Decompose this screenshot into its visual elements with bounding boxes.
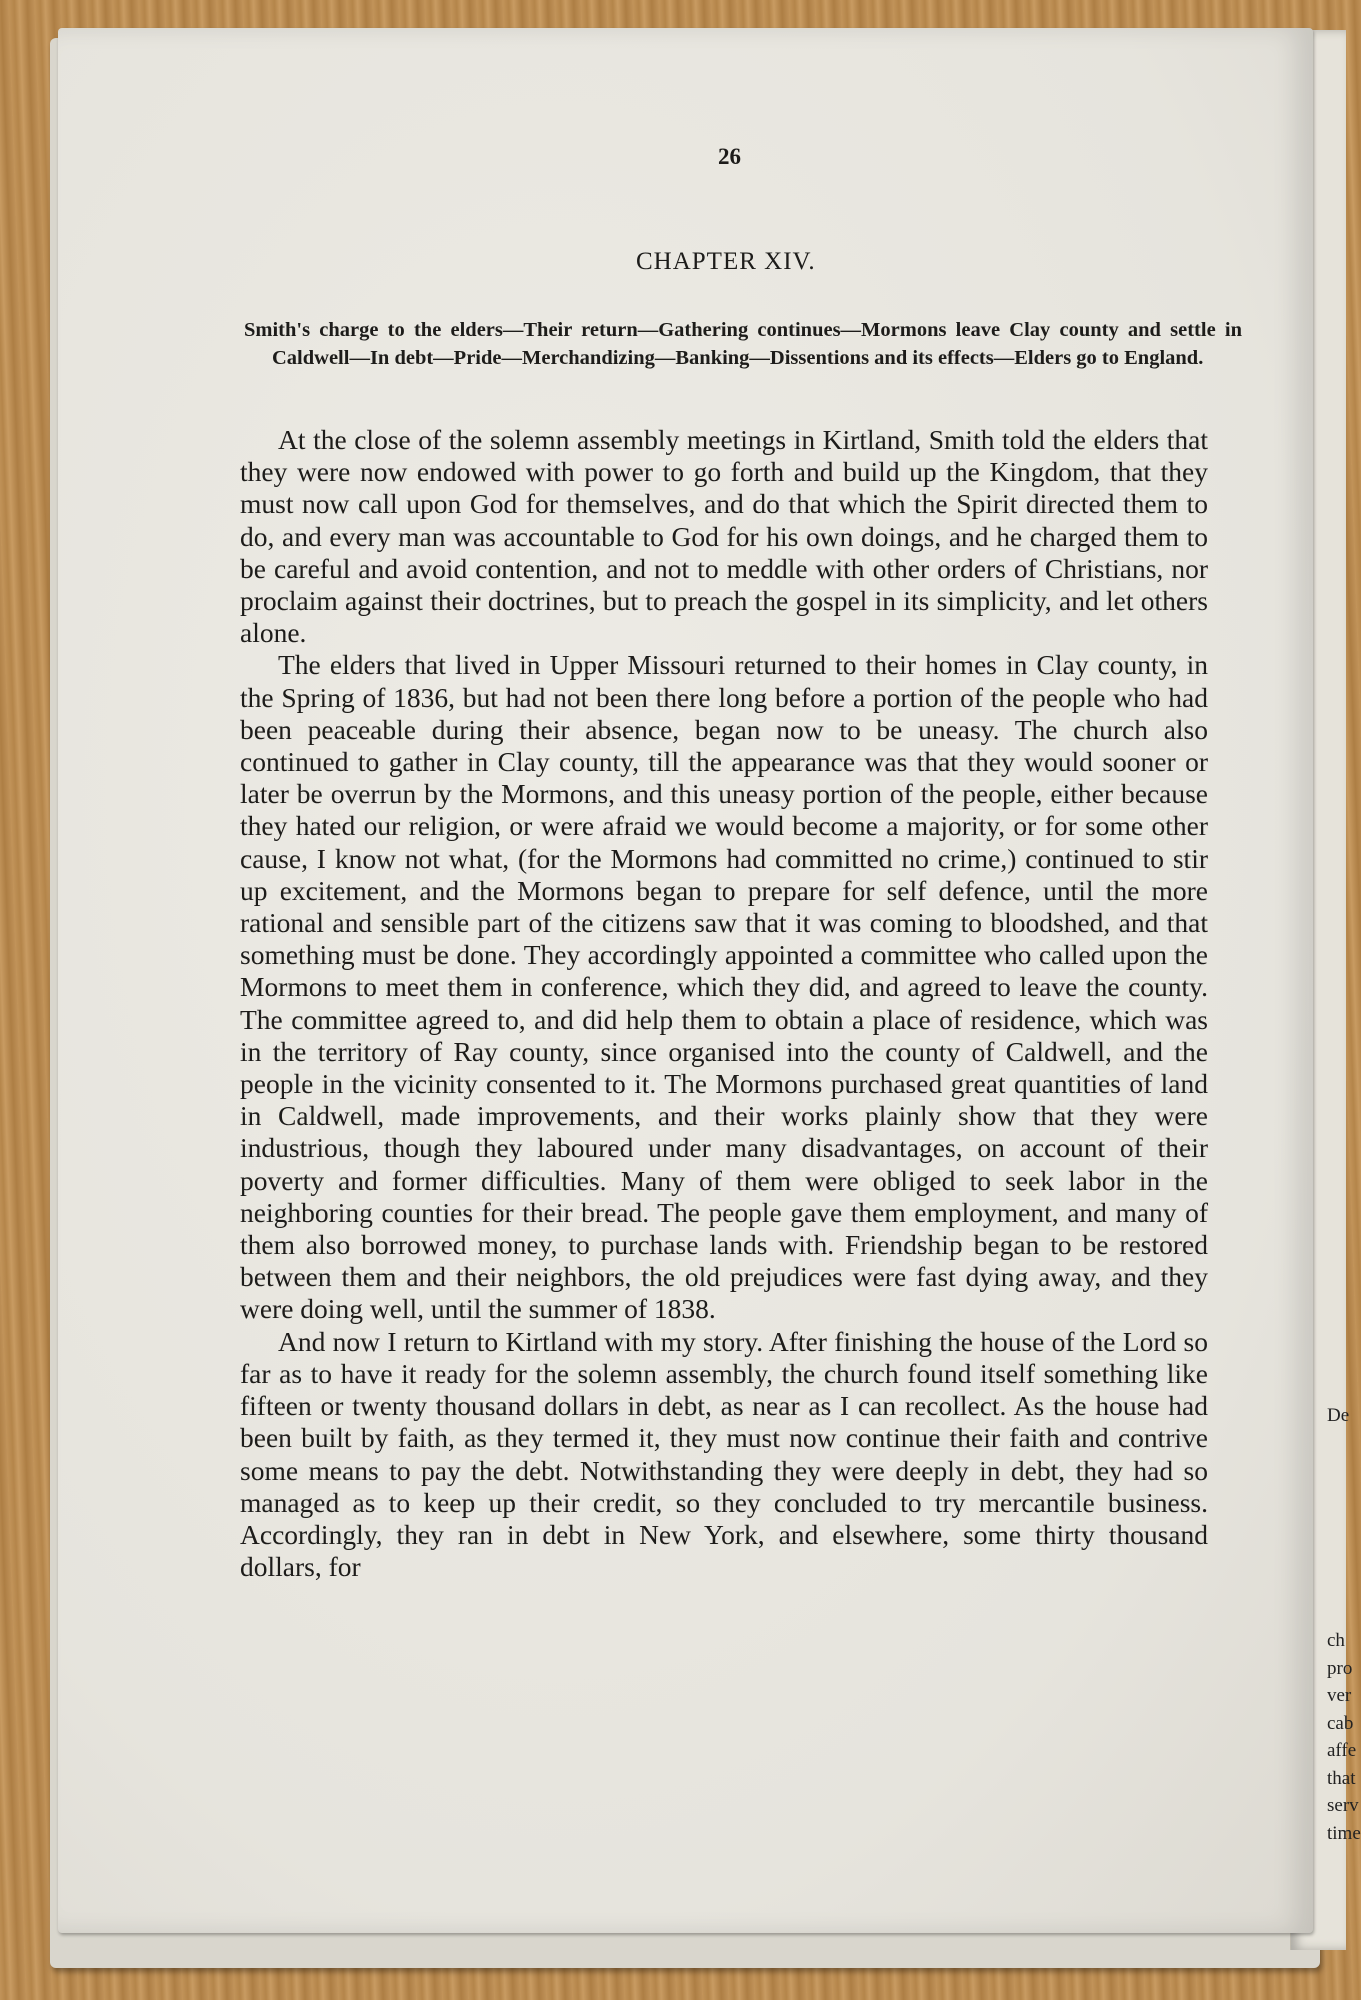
facing-fragment: ver bbox=[1327, 1685, 1352, 1706]
paragraph: At the close of the solemn assembly meetings in Kirtland, Smith told the elders that they were now endowed with power to go forth and build up the Kingdom, that they must now call upon God for themselves, and do that which the Spirit directed them to do, and every man was accountable to God for his own doings, and he charged them to be careful and avoid contention, and not to meddle with other orders of Christians, nor proclaim against their doctrines, but to preach the gospel in its simplicity, and let others alone. bbox=[240, 424, 1208, 649]
book-page bbox=[58, 28, 1313, 1933]
page-number: 26 bbox=[718, 144, 741, 169]
chapter-summary: Smith's charge to the elders—Their return—Gathering continues—Mormons leave Clay county and settle in Caldwell—In debt—Pride—Merchandizing—Banking—Dissentions and its effects—Elders go to England. bbox=[244, 319, 1242, 369]
facing-fragment: pro bbox=[1327, 1658, 1353, 1679]
paragraph: And now I return to Kirtland with my story. After finishing the house of the Lord so far as to have it ready for the solemn assembly, the church found itself something like fifteen or twenty thousand dollars in debt, as near as I can recollect. As the house had been built by faith, as they termed it, they must now continue their faith and contrive some means to pay the debt. Notwithstanding they were deeply in debt, they had so managed as to keep up their credit, so they concluded to try mercantile business. Accordingly, they ran in debt in New York, and elsewhere, some thirty thousand dollars, for bbox=[240, 1325, 1208, 1583]
body-text bbox=[240, 424, 1208, 1583]
chapter-title: CHAPTER XIV. bbox=[636, 248, 816, 275]
paragraph: The elders that lived in Upper Missouri returned to their homes in Clay county, in the Spring of 1836, but had not been there long before a portion of the people who had been peaceable during their absence, began now to be uneasy. The church also continued to gather in Clay county, till the appearance was that they would sooner or later be overrun by the Mormons, and this uneasy portion of the people, either because they hated our religion, or were afraid we would become a majority, or for some other cause, I know not what, (for the Mormons had committed no crime,) continued to stir up excitement, and the Mormons began to prepare for self defence, until the more rational and sensible part of the citizens saw that it was coming to bloodshed, and that something must be done. They accordingly appointed a committee who called upon the Mormons to meet them in conference, which they did, and agreed to leave the county. The committee agreed to, and did help them to obtain a place of residence, which was in the territory of Ray county, since organised into the county of Caldwell, and the people in the vicinity consented to it. The Mormons purchased great quantities of land in Caldwell, made improvements, and their works plainly show that they were industrious, though they laboured under many disadvantages, on account of their poverty and former difficulties. Many of them were obliged to seek labor in the neighboring counties for their bread. The people gave them employment, and many of them also borrowed money, to purchase lands with. Friendship began to be restored between them and their neighbors, the old prejudices were fast dying away, and they were doing well, until the summer of 1838. bbox=[240, 649, 1208, 1325]
facing-fragment: ch bbox=[1327, 1630, 1345, 1651]
facing-fragment: serv bbox=[1327, 1795, 1359, 1816]
facing-fragment: De bbox=[1327, 1405, 1350, 1426]
facing-fragment: time bbox=[1327, 1823, 1361, 1844]
facing-fragment: cab bbox=[1327, 1713, 1354, 1734]
facing-fragment: that bbox=[1327, 1768, 1356, 1789]
facing-fragment: affe bbox=[1327, 1740, 1357, 1761]
